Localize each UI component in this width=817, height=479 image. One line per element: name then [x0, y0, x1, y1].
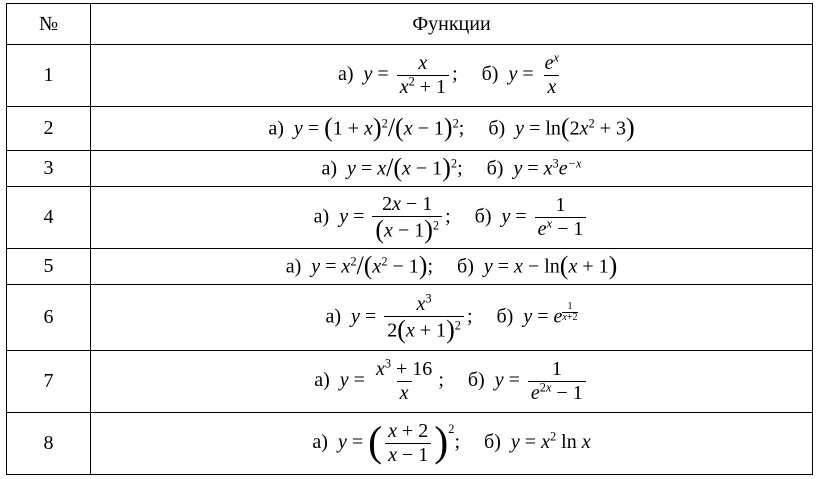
- row-number: 4: [7, 187, 91, 249]
- formula-cell: а) y = $\frac{2x - 1}{(x - 1)^2}$ ; б) y = $\frac{1}{e^x - 1}$: [91, 187, 813, 249]
- row-number: 6: [7, 285, 91, 351]
- separator: ;: [438, 369, 444, 392]
- label-b: б): [481, 63, 499, 86]
- separator: ;: [427, 255, 434, 278]
- formula-cell: а) $y = x/(x - 1)^2$; б) $y = x^3e^{-x}$: [91, 151, 813, 187]
- label-a: а): [313, 205, 330, 228]
- table-row: [7, 351, 813, 413]
- label-b: б): [457, 255, 474, 278]
- label-a: а): [321, 157, 338, 180]
- label-b: б): [484, 431, 501, 454]
- row-number: 8: [7, 413, 91, 475]
- formula-cell: а) y = $\frac{x}{x^2 + 1}$ ; б) y = $\frac{e^x}{x}$: [91, 45, 813, 107]
- table-row: [7, 151, 813, 187]
- table-row: [7, 249, 813, 285]
- label-b: б): [486, 157, 504, 180]
- formula-6b-exponent: $\frac{1}{x+2}$: [562, 301, 578, 324]
- separator: ;: [466, 305, 473, 328]
- formula-cell: а) y = $\frac{x^3}{2(x + 1)^2}$ ; б) y = e $\frac{1}{x+2}$: [91, 285, 813, 351]
- label-b: б): [474, 205, 492, 228]
- formula-7b: $\frac{1}{e^{2x} - 1}$: [528, 359, 586, 404]
- formula-cell: а) $y = (1 + x)^2/(x - 1)^2$; б) $y = \ln(2x^2 + 3)$: [91, 107, 813, 151]
- header-functions: Функции: [91, 4, 813, 45]
- row-number: 3: [7, 151, 91, 187]
- label-a: а): [325, 305, 342, 328]
- formula-8a: $\frac{x + 2}{x - 1}$: [385, 421, 431, 466]
- separator: ;: [454, 431, 461, 454]
- formula-cell: а) y = ( $\frac{x + 2}{x - 1}$ )$^2$; б) $y = x^2$ ln x: [91, 413, 813, 475]
- header-number: №: [7, 4, 91, 45]
- table-row: [7, 285, 813, 351]
- formula-4b: $\frac{1}{e^x - 1}$: [535, 195, 587, 240]
- formula-7a: $\frac{x^3 + 16}{x}$: [375, 356, 433, 404]
- formula-cell: а) y = $\frac{x^3 + 16}{x}$ ; б) y = $\frac{1}{e^{2x} - 1}$: [91, 351, 813, 413]
- label-a: а): [337, 63, 354, 86]
- separator: ;: [452, 63, 458, 86]
- formula-6a: $\frac{x^3}{2(x + 1)^2}$: [384, 294, 464, 342]
- label-a: а): [312, 431, 328, 454]
- row-number: 2: [7, 107, 91, 151]
- table-row: [7, 413, 813, 475]
- row-number: 1: [7, 45, 91, 107]
- separator: ;: [457, 157, 463, 180]
- row-number: 7: [7, 351, 91, 413]
- label-b: б): [496, 305, 514, 328]
- table-row: [7, 107, 813, 151]
- formula-1a: $\frac{x}{x^2 + 1}$: [397, 53, 449, 98]
- formula-1b: $\frac{e^x}{x}$: [544, 50, 560, 98]
- label-a: а): [268, 117, 284, 140]
- separator: ;: [445, 205, 451, 228]
- row-number: 5: [7, 249, 91, 285]
- table-row: [7, 187, 813, 249]
- formula-4a: $\frac{2x - 1}{(x - 1)^2}$: [372, 194, 442, 242]
- separator: ;: [458, 117, 465, 140]
- functions-table: [6, 3, 813, 475]
- label-b: б): [467, 369, 485, 392]
- label-a: а): [285, 255, 302, 278]
- formula-cell: а) $y = x^2/(x^2 - 1)$; б) y = x − ln(x + 1): [91, 249, 813, 285]
- label-a: а): [314, 369, 330, 392]
- table-header-row: [7, 4, 813, 45]
- table-row: [7, 45, 813, 107]
- label-b: б): [488, 117, 506, 140]
